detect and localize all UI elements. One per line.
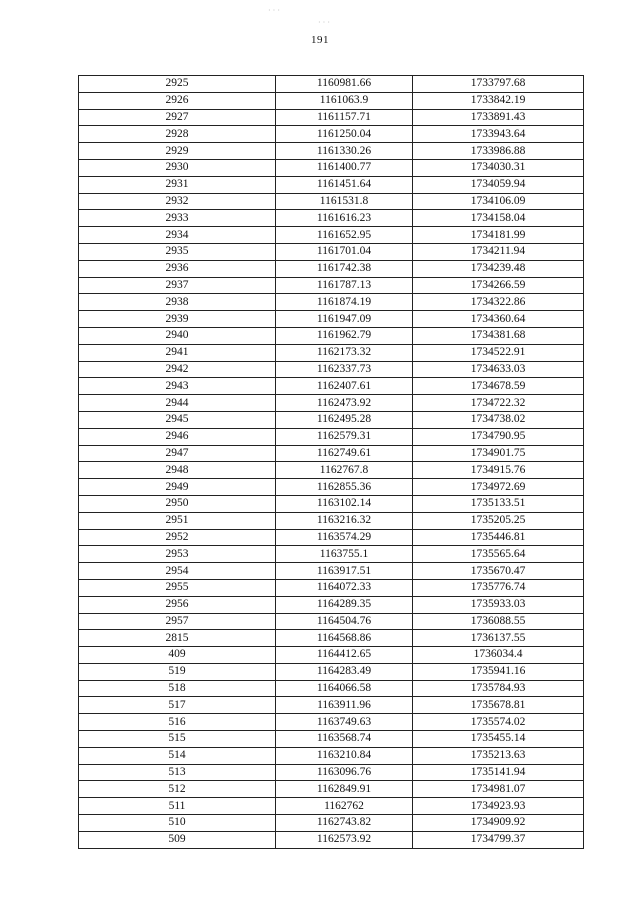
table-row bbox=[79, 92, 584, 109]
x-coordinate-cell: 1163096.76 bbox=[276, 764, 413, 781]
table-row bbox=[79, 193, 584, 210]
table-row bbox=[79, 143, 584, 160]
y-coordinate-cell: 1733842.19 bbox=[413, 92, 584, 109]
point-number-cell: 2954 bbox=[79, 563, 276, 580]
point-number-cell: 2947 bbox=[79, 445, 276, 462]
point-number-cell: 515 bbox=[79, 731, 276, 748]
table-row bbox=[79, 428, 584, 445]
x-coordinate-cell: 1161616.23 bbox=[276, 210, 413, 227]
table-row bbox=[79, 344, 584, 361]
y-coordinate-cell: 1735670.47 bbox=[413, 563, 584, 580]
x-coordinate-cell: 1164412.65 bbox=[276, 647, 413, 664]
coordinate-table-body bbox=[79, 76, 584, 849]
x-coordinate-cell: 1161400.77 bbox=[276, 159, 413, 176]
point-number-cell: 513 bbox=[79, 764, 276, 781]
x-coordinate-cell: 1162743.82 bbox=[276, 815, 413, 832]
x-coordinate-cell: 1161451.64 bbox=[276, 176, 413, 193]
y-coordinate-cell: 1734981.07 bbox=[413, 781, 584, 798]
point-number-cell: 2937 bbox=[79, 277, 276, 294]
y-coordinate-cell: 1734522.91 bbox=[413, 344, 584, 361]
y-coordinate-cell: 1735446.81 bbox=[413, 529, 584, 546]
table-row bbox=[79, 361, 584, 378]
y-coordinate-cell: 1735455.14 bbox=[413, 731, 584, 748]
point-number-cell: 2928 bbox=[79, 126, 276, 143]
point-number-cell: 518 bbox=[79, 680, 276, 697]
x-coordinate-cell: 1163755.1 bbox=[276, 546, 413, 563]
y-coordinate-cell: 1734923.93 bbox=[413, 798, 584, 815]
point-number-cell: 2940 bbox=[79, 327, 276, 344]
x-coordinate-cell: 1163210.84 bbox=[276, 747, 413, 764]
x-coordinate-cell: 1161742.38 bbox=[276, 260, 413, 277]
x-coordinate-cell: 1164504.76 bbox=[276, 613, 413, 630]
table-row bbox=[79, 445, 584, 462]
y-coordinate-cell: 1734901.75 bbox=[413, 445, 584, 462]
x-coordinate-cell: 1163216.32 bbox=[276, 512, 413, 529]
table-row bbox=[79, 579, 584, 596]
point-number-cell: 2941 bbox=[79, 344, 276, 361]
y-coordinate-cell: 1734360.64 bbox=[413, 311, 584, 328]
x-coordinate-cell: 1163574.29 bbox=[276, 529, 413, 546]
point-number-cell: 2943 bbox=[79, 378, 276, 395]
y-coordinate-cell: 1734738.02 bbox=[413, 411, 584, 428]
table-row bbox=[79, 731, 584, 748]
x-coordinate-cell: 1161962.79 bbox=[276, 327, 413, 344]
x-coordinate-cell: 1162579.31 bbox=[276, 428, 413, 445]
x-coordinate-cell: 1162849.91 bbox=[276, 781, 413, 798]
table-row bbox=[79, 76, 584, 93]
y-coordinate-cell: 1734211.94 bbox=[413, 243, 584, 260]
table-row bbox=[79, 781, 584, 798]
point-number-cell: 510 bbox=[79, 815, 276, 832]
y-coordinate-cell: 1734909.92 bbox=[413, 815, 584, 832]
x-coordinate-cell: 1160981.66 bbox=[276, 76, 413, 93]
y-coordinate-cell: 1735565.64 bbox=[413, 546, 584, 563]
y-coordinate-cell: 1734678.59 bbox=[413, 378, 584, 395]
x-coordinate-cell: 1161652.95 bbox=[276, 227, 413, 244]
table-row bbox=[79, 210, 584, 227]
point-number-cell: 2934 bbox=[79, 227, 276, 244]
point-number-cell: 517 bbox=[79, 697, 276, 714]
x-coordinate-cell: 1163568.74 bbox=[276, 731, 413, 748]
x-coordinate-cell: 1163749.63 bbox=[276, 714, 413, 731]
scan-speck: · · · bbox=[318, 18, 330, 27]
table-row bbox=[79, 411, 584, 428]
y-coordinate-cell: 1735141.94 bbox=[413, 764, 584, 781]
x-coordinate-cell: 1162749.61 bbox=[276, 445, 413, 462]
point-number-cell: 2952 bbox=[79, 529, 276, 546]
x-coordinate-cell: 1163102.14 bbox=[276, 495, 413, 512]
x-coordinate-cell: 1164289.35 bbox=[276, 596, 413, 613]
x-coordinate-cell: 1164066.58 bbox=[276, 680, 413, 697]
point-number-cell: 2926 bbox=[79, 92, 276, 109]
table-row bbox=[79, 311, 584, 328]
point-number-cell: 2929 bbox=[79, 143, 276, 160]
point-number-cell: 2944 bbox=[79, 395, 276, 412]
x-coordinate-cell: 1161063.9 bbox=[276, 92, 413, 109]
x-coordinate-cell: 1162855.36 bbox=[276, 479, 413, 496]
table-row bbox=[79, 327, 584, 344]
table-row bbox=[79, 546, 584, 563]
point-number-cell: 512 bbox=[79, 781, 276, 798]
table-row bbox=[79, 663, 584, 680]
y-coordinate-cell: 1734722.32 bbox=[413, 395, 584, 412]
point-number-cell: 2935 bbox=[79, 243, 276, 260]
point-number-cell: 509 bbox=[79, 831, 276, 848]
point-number-cell: 514 bbox=[79, 747, 276, 764]
table-row bbox=[79, 395, 584, 412]
x-coordinate-cell: 1161250.04 bbox=[276, 126, 413, 143]
table-row bbox=[79, 714, 584, 731]
y-coordinate-cell: 1734181.99 bbox=[413, 227, 584, 244]
x-coordinate-cell: 1162337.73 bbox=[276, 361, 413, 378]
x-coordinate-cell: 1161531.8 bbox=[276, 193, 413, 210]
y-coordinate-cell: 1734059.94 bbox=[413, 176, 584, 193]
point-number-cell: 2948 bbox=[79, 462, 276, 479]
table-row bbox=[79, 479, 584, 496]
y-coordinate-cell: 1735678.81 bbox=[413, 697, 584, 714]
point-number-cell: 2933 bbox=[79, 210, 276, 227]
table-row bbox=[79, 680, 584, 697]
y-coordinate-cell: 1734322.86 bbox=[413, 294, 584, 311]
x-coordinate-cell: 1161874.19 bbox=[276, 294, 413, 311]
table-row bbox=[79, 613, 584, 630]
x-coordinate-cell: 1162473.92 bbox=[276, 395, 413, 412]
x-coordinate-cell: 1161157.71 bbox=[276, 109, 413, 126]
y-coordinate-cell: 1733943.64 bbox=[413, 126, 584, 143]
x-coordinate-cell: 1161787.13 bbox=[276, 277, 413, 294]
y-coordinate-cell: 1735784.93 bbox=[413, 680, 584, 697]
x-coordinate-cell: 1162173.32 bbox=[276, 344, 413, 361]
x-coordinate-cell: 1164283.49 bbox=[276, 663, 413, 680]
x-coordinate-cell: 1162762 bbox=[276, 798, 413, 815]
x-coordinate-cell: 1161330.26 bbox=[276, 143, 413, 160]
table-row bbox=[79, 596, 584, 613]
y-coordinate-cell: 1734381.68 bbox=[413, 327, 584, 344]
x-coordinate-cell: 1164568.86 bbox=[276, 630, 413, 647]
point-number-cell: 2927 bbox=[79, 109, 276, 126]
y-coordinate-cell: 1736034.4 bbox=[413, 647, 584, 664]
y-coordinate-cell: 1735776.74 bbox=[413, 579, 584, 596]
x-coordinate-cell: 1162407.61 bbox=[276, 378, 413, 395]
x-coordinate-cell: 1163911.96 bbox=[276, 697, 413, 714]
table-row bbox=[79, 563, 584, 580]
y-coordinate-cell: 1734633.03 bbox=[413, 361, 584, 378]
point-number-cell: 2815 bbox=[79, 630, 276, 647]
point-number-cell: 2957 bbox=[79, 613, 276, 630]
y-coordinate-cell: 1733797.68 bbox=[413, 76, 584, 93]
y-coordinate-cell: 1735933.03 bbox=[413, 596, 584, 613]
point-number-cell: 2925 bbox=[79, 76, 276, 93]
y-coordinate-cell: 1735213.63 bbox=[413, 747, 584, 764]
table-row bbox=[79, 764, 584, 781]
y-coordinate-cell: 1736088.55 bbox=[413, 613, 584, 630]
table-row bbox=[79, 294, 584, 311]
y-coordinate-cell: 1734106.09 bbox=[413, 193, 584, 210]
point-number-cell: 2945 bbox=[79, 411, 276, 428]
point-number-cell: 2956 bbox=[79, 596, 276, 613]
y-coordinate-cell: 1735574.02 bbox=[413, 714, 584, 731]
point-number-cell: 2931 bbox=[79, 176, 276, 193]
table-row bbox=[79, 159, 584, 176]
table-row bbox=[79, 227, 584, 244]
table-row bbox=[79, 630, 584, 647]
page-number: 191 bbox=[311, 34, 329, 46]
point-number-cell: 2936 bbox=[79, 260, 276, 277]
x-coordinate-cell: 1162495.28 bbox=[276, 411, 413, 428]
point-number-cell: 519 bbox=[79, 663, 276, 680]
point-number-cell: 2950 bbox=[79, 495, 276, 512]
table-row bbox=[79, 747, 584, 764]
y-coordinate-cell: 1735941.16 bbox=[413, 663, 584, 680]
point-number-cell: 2938 bbox=[79, 294, 276, 311]
y-coordinate-cell: 1734799.37 bbox=[413, 831, 584, 848]
x-coordinate-cell: 1163917.51 bbox=[276, 563, 413, 580]
table-row bbox=[79, 260, 584, 277]
y-coordinate-cell: 1734030.31 bbox=[413, 159, 584, 176]
x-coordinate-cell: 1161947.09 bbox=[276, 311, 413, 328]
table-row bbox=[79, 798, 584, 815]
x-coordinate-cell: 1162573.92 bbox=[276, 831, 413, 848]
point-number-cell: 2942 bbox=[79, 361, 276, 378]
table-row bbox=[79, 697, 584, 714]
y-coordinate-cell: 1733986.88 bbox=[413, 143, 584, 160]
table-row bbox=[79, 831, 584, 848]
x-coordinate-cell: 1164072.33 bbox=[276, 579, 413, 596]
y-coordinate-cell: 1734790.95 bbox=[413, 428, 584, 445]
point-number-cell: 2930 bbox=[79, 159, 276, 176]
scan-speck: · · · bbox=[268, 6, 280, 15]
table-row bbox=[79, 529, 584, 546]
y-coordinate-cell: 1734915.76 bbox=[413, 462, 584, 479]
point-number-cell: 2951 bbox=[79, 512, 276, 529]
table-row bbox=[79, 126, 584, 143]
table-row bbox=[79, 512, 584, 529]
table-row bbox=[79, 462, 584, 479]
point-number-cell: 2955 bbox=[79, 579, 276, 596]
table-row bbox=[79, 109, 584, 126]
table-row bbox=[79, 243, 584, 260]
table-row bbox=[79, 176, 584, 193]
table-row bbox=[79, 277, 584, 294]
y-coordinate-cell: 1733891.43 bbox=[413, 109, 584, 126]
table-row bbox=[79, 815, 584, 832]
point-number-cell: 2939 bbox=[79, 311, 276, 328]
y-coordinate-cell: 1735133.51 bbox=[413, 495, 584, 512]
y-coordinate-cell: 1736137.55 bbox=[413, 630, 584, 647]
y-coordinate-cell: 1734266.59 bbox=[413, 277, 584, 294]
table-row bbox=[79, 647, 584, 664]
table-row bbox=[79, 495, 584, 512]
point-number-cell: 2949 bbox=[79, 479, 276, 496]
y-coordinate-cell: 1735205.25 bbox=[413, 512, 584, 529]
point-number-cell: 2953 bbox=[79, 546, 276, 563]
point-number-cell: 516 bbox=[79, 714, 276, 731]
point-number-cell: 511 bbox=[79, 798, 276, 815]
y-coordinate-cell: 1734158.04 bbox=[413, 210, 584, 227]
table-row bbox=[79, 378, 584, 395]
point-number-cell: 409 bbox=[79, 647, 276, 664]
coordinate-table bbox=[78, 75, 584, 849]
x-coordinate-cell: 1162767.8 bbox=[276, 462, 413, 479]
point-number-cell: 2946 bbox=[79, 428, 276, 445]
y-coordinate-cell: 1734239.48 bbox=[413, 260, 584, 277]
y-coordinate-cell: 1734972.69 bbox=[413, 479, 584, 496]
point-number-cell: 2932 bbox=[79, 193, 276, 210]
x-coordinate-cell: 1161701.04 bbox=[276, 243, 413, 260]
